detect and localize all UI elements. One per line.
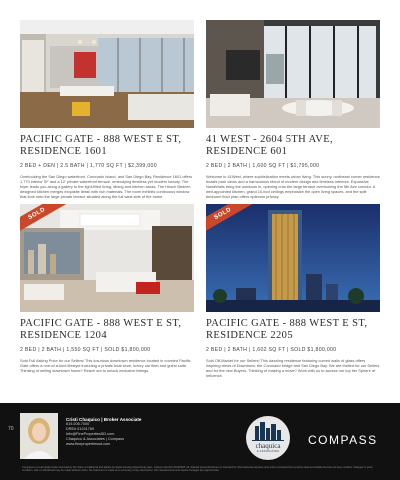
logo-name: chaquica: [255, 442, 281, 450]
agent-dre: DRE# 01291769: [66, 427, 95, 431]
agent-contact: [66, 417, 141, 447]
listing-description: Sold Full Asking Price for our Sellers! This luxurious downtown residence located in coveted Pacific Gate offers a one-of-a-kind lifestyle including a private boat slore, luxury car fleet and guest suite. Thinking of selling downtown home? Reach out to unlock exclusive listings.: [20, 358, 191, 373]
listing-specs: 2 BED + DEN | 2.5 BATH | 1,770 SQ FT | $2,399,000: [20, 163, 157, 169]
agent-company: Chaquico & Associates | Compass: [66, 437, 124, 441]
agent-name: Cristi Chaquico | Broker Associate: [66, 417, 142, 422]
listing-photo-1601[interactable]: [20, 20, 194, 128]
sold-ribbon: SOLD: [206, 204, 256, 237]
agent-photo: [20, 413, 58, 459]
legal-disclaimer: Compass is a real estate broker licensed by the State of California and abides by Equal Housing Opportunity laws. License Number 01991628. All material presented herein is intended for informational purposes only and is compiled from sources deemed reliable but has not been verified. Changes in price, condition, sale or withdrawal may be made without notice. No statement is made as to accuracy of any description. All measurements and square footages are approximate.: [22, 466, 374, 473]
listing-title[interactable]: PACIFIC GATE - 888 WEST E ST, RESIDENCE 2205: [206, 318, 368, 341]
sold-ribbon: SOLD: [20, 204, 70, 237]
agent-email[interactable]: Info@FinePropertiesSD.com: [66, 432, 115, 436]
listing-1204: [20, 204, 194, 373]
listing-title[interactable]: 41 WEST - 2604 5TH AVE, RESIDENCE 601: [206, 134, 334, 157]
listing-photo-2205[interactable]: [206, 204, 380, 312]
listing-specs: 2 BED | 2 BATH | 1,600 SQ FT | $1,795,000: [206, 163, 320, 169]
agent-phone[interactable]: 619.206.7000: [66, 422, 90, 426]
listing-601: [206, 20, 380, 199]
listing-specs: 2 BED | 2 BATH | 1,602 SQ FT | SOLD $1,800,000: [206, 347, 337, 353]
chaquica-logo: [246, 416, 290, 460]
listing-specs: 2 BED | 2 BATH | 1,550 SQ FT | SOLD $1,800,000: [20, 347, 151, 353]
listing-title[interactable]: PACIFIC GATE - 888 WEST E ST, RESIDENCE 1601: [20, 134, 182, 157]
listing-title[interactable]: PACIFIC GATE - 888 WEST E ST, RESIDENCE 1204: [20, 318, 182, 341]
agent-website[interactable]: www.finepropertiessd.com: [66, 442, 111, 446]
listing-description: Overlooking the San Diego waterfront, Coronado Island, and San Diego Bay, Residence 1601 offers 1,770 interior SF and a 12' private waterfront terrace, embodying timeless yet modern beauty. The foyer leads you along a gallery to the light-filled living, dining and kitchen areas. The Hirsch Bedner-designed kitchen merges exquisite detail with rich materials. The room exhibits continuous window that look onto the large private terrace situated along the full west side of the home.: [20, 174, 193, 199]
listing-description: Welcome to 41West, where sophistication meets urban living. This sunny, northeast corner residence boasts park views and a harmonious blend of modern design and timeless interiors. Expansive NanaWalls bring the outdoors in, opening onto the large terrace overlooking the 5th Ave corridor. A well-appointed kitchen, grand 10-foot ceilings emphasize the open living spaces, and the split bedroom floor plan offers optimum privacy.: [206, 174, 380, 199]
listing-photo-1204[interactable]: [20, 204, 194, 312]
listing-photo-601[interactable]: [206, 20, 380, 128]
listing-2205: [206, 204, 380, 378]
page-number: 70: [8, 426, 14, 432]
compass-logo: COMPASS: [308, 433, 378, 447]
logo-tagline: & ASSOCIATES: [256, 450, 280, 453]
listing-1601: [20, 20, 194, 199]
listing-description: Sold Off-Market for our Sellers! This dazzling residence featuring curved walls of glass offers inspiring views of Downtown, the Coronado bridge and San Diego Bay. We are thrilled for our Sellers and for the new Buyers. Thinking of making a move? Work with us to access our top tier Sphere of Influence.: [206, 358, 380, 378]
